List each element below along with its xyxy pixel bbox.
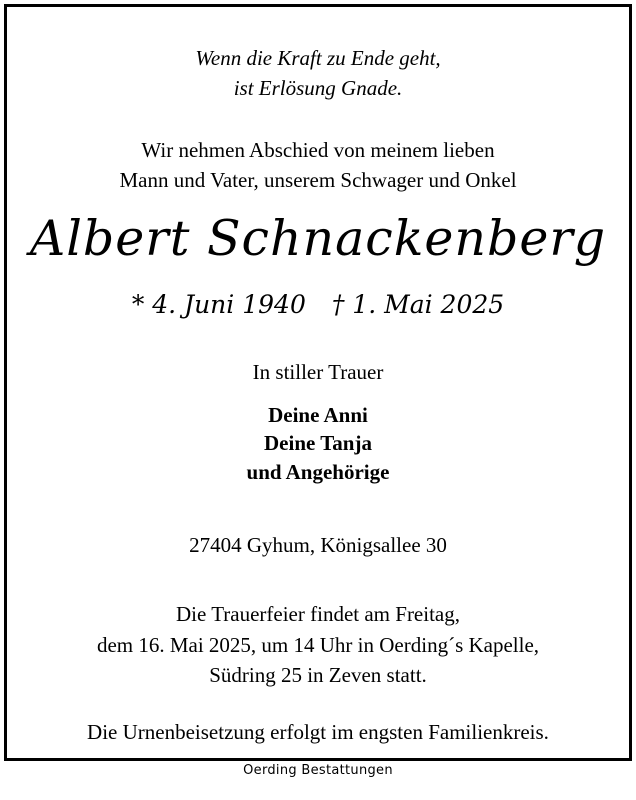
funeral-home-credit: Oerding Bestattungen — [243, 763, 393, 778]
deceased-name: Albert Schnackenberg — [29, 210, 607, 267]
address: 27404 Gyhum, Königsallee 30 — [189, 533, 447, 557]
life-dates — [0, 292, 636, 317]
intro-line-2: Mann und Vater, unserem Schwager und Onkel — [119, 168, 517, 192]
mourner-anni: Deine Anni — [268, 403, 368, 427]
ceremony-line-3: Südring 25 in Zeven statt. — [209, 663, 427, 687]
urn-burial-note: Die Urnenbeisetzung erfolgt im engsten Familienkreis. — [87, 720, 549, 744]
death-date: † 1. Mai 2025 — [331, 290, 505, 319]
intro-line-1: Wir nehmen Abschied von meinem lieben — [141, 138, 495, 162]
motto-line-1: Wenn die Kraft zu Ende geht, — [195, 46, 441, 70]
motto-line-2: ist Erlösung Gnade. — [233, 76, 403, 100]
birth-date: * 4. Juni 1940 — [131, 290, 306, 319]
mourning-heading: In stiller Trauer — [252, 360, 384, 384]
mourner-tanja: Deine Tanja — [264, 431, 372, 455]
ceremony-line-1: Die Trauerfeier findet am Freitag, — [176, 602, 460, 626]
mourner-relatives: und Angehörige — [246, 460, 390, 484]
ceremony-line-2: dem 16. Mai 2025, um 14 Uhr in Oerding´s Kapelle, — [96, 633, 540, 657]
